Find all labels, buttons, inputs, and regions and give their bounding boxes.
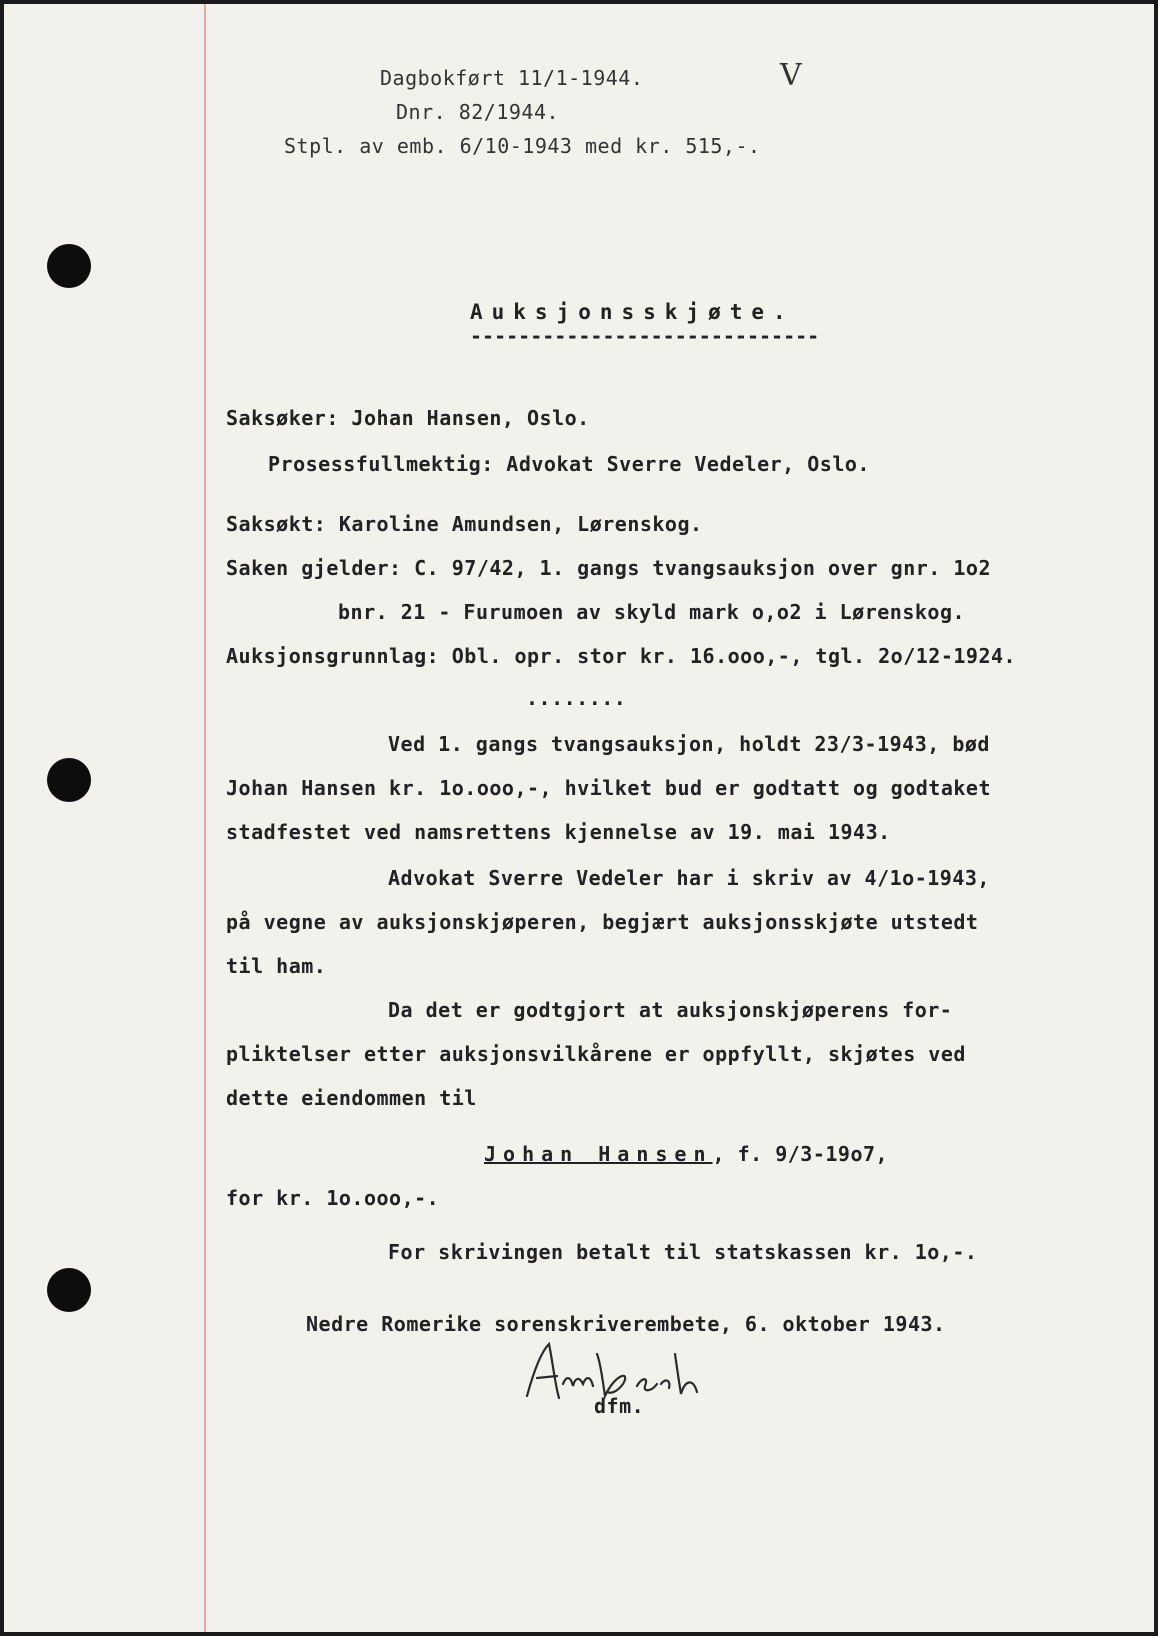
stamp-note: Stpl. av emb. 6/10-1943 med kr. 515,-.	[284, 134, 761, 158]
journal-line: Dagbokført 11/1-1944.	[380, 66, 644, 90]
separator-dots: ........	[526, 686, 627, 710]
document-number: Dnr. 82/1944.	[396, 100, 560, 124]
title-underline: -----------------------------	[470, 324, 820, 348]
plaintiff-line: Saksøker: Johan Hansen, Oslo.	[226, 406, 590, 430]
buyer-name: Johan Hansen	[484, 1142, 713, 1166]
body-line: Johan Hansen kr. 1o.ooo,-, hvilket bud er godtatt og godtaket	[226, 776, 992, 800]
body-line: Ved 1. gangs tvangsauksjon, holdt 23/3-1943, bød	[388, 732, 990, 756]
body-line: Advokat Sverre Vedeler har i skriv av 4/1o-1943,	[388, 866, 990, 890]
place-date-line: Nedre Romerike sorenskriverembete, 6. oktober 1943.	[306, 1312, 946, 1336]
punch-hole	[47, 758, 91, 802]
buyer-details: , f. 9/3-19o7,	[712, 1142, 889, 1166]
case-line-2: bnr. 21 - Furumoen av skyld mark o,o2 i Lørenskog.	[338, 600, 966, 624]
price-line: for kr. 1o.ooo,-.	[226, 1186, 440, 1210]
document-title: Auksjonsskjøte.	[470, 300, 795, 324]
defendant-line: Saksøkt: Karoline Amundsen, Lørenskog.	[226, 512, 703, 536]
body-line: stadfestet ved namsrettens kjennelse av 19. mai 1943.	[226, 820, 891, 844]
document-page	[4, 4, 1154, 1632]
margin-line	[204, 4, 206, 1632]
body-line: pliktelser etter auksjonsvilkårene er oppfyllt, skjøtes ved	[226, 1042, 966, 1066]
body-line: til ham.	[226, 954, 327, 978]
buyer-line	[484, 1142, 888, 1166]
body-line: dette eiendommen til	[226, 1086, 477, 1110]
case-line-1: Saken gjelder: C. 97/42, 1. gangs tvangsauksjon over gnr. 1o2	[226, 556, 992, 580]
signatory-title: dfm.	[594, 1394, 645, 1418]
attorney-line: Prosessfullmektig: Advokat Sverre Vedeler, Oslo.	[268, 452, 870, 476]
auction-basis-line: Auksjonsgrunnlag: Obl. opr. stor kr. 16.ooo,-, tgl. 2o/12-1924.	[226, 644, 1017, 668]
punch-hole	[47, 244, 91, 288]
punch-hole	[47, 1268, 91, 1312]
fee-line: For skrivingen betalt til statskassen kr. 1o,-.	[388, 1240, 978, 1264]
body-line: Da det er godtgjort at auksjonskjøperens for-	[388, 998, 953, 1022]
body-line: på vegne av auksjonskjøperen, begjært auksjonsskjøte utstedt	[226, 910, 979, 934]
check-mark: V	[780, 58, 802, 93]
